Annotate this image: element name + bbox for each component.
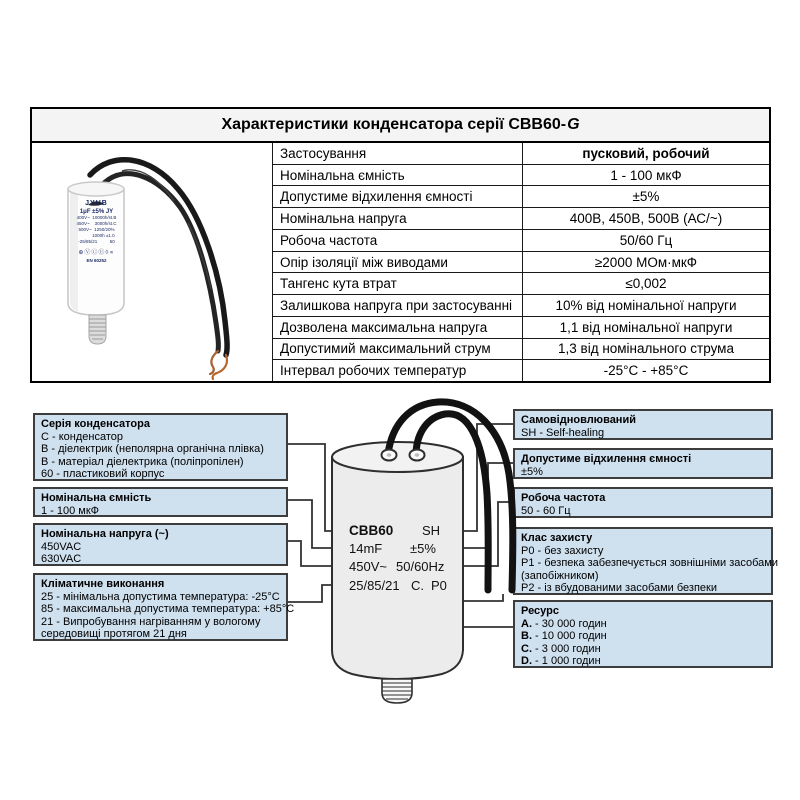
spec-label: Номінальна ємність	[273, 165, 523, 186]
callout-title: Номінальна напруга (~)	[41, 528, 169, 540]
certification-icons: ⊕ⓋⒸⒺ◊∝	[78, 250, 115, 256]
marking-climate: 25/85/21	[349, 578, 400, 593]
callout-series	[33, 413, 288, 481]
spec-value: 50/60 Гц	[619, 232, 673, 248]
callout-line: 50 - 60 Гц	[521, 504, 571, 517]
callout-line: SH - Self-healing	[521, 426, 605, 439]
resource-grade: C.	[521, 642, 532, 655]
callout-line: P2 - із вбудованими засобами безпеки	[521, 582, 718, 595]
spec-label: Номінальна напруга	[273, 208, 523, 229]
standard-code: EN 60252	[86, 258, 107, 263]
table-title-series-letter: G	[567, 116, 580, 133]
callout-line: 1 - 100 мкФ	[41, 504, 100, 517]
callout-line	[521, 618, 765, 631]
spec-label: Залишкова напруга при застосуванні	[273, 295, 523, 316]
spec-value: пусковий, робочий	[582, 145, 710, 161]
callout-line: 85 - максимальна допустима температура: +85°С	[41, 603, 295, 616]
callout-title: Допустиме відхилення ємності	[521, 453, 692, 465]
label-line: 500V~ 1250/20%	[78, 227, 115, 232]
marking-tolerance: ±5%	[410, 541, 436, 556]
callout-line	[521, 630, 765, 643]
callout-line: ±5%	[521, 465, 543, 478]
marking-frequency: 50/60Hz	[396, 559, 445, 574]
callout-line: 630VAC	[41, 553, 82, 566]
callout-voltage	[33, 523, 288, 566]
callout-title: Самовідновлюваний	[521, 414, 636, 426]
spec-value: ≥2000 МОм·мкФ	[594, 254, 698, 270]
brand-name: JYUB	[85, 200, 108, 207]
marking-voltage: 450V~	[349, 559, 387, 574]
spec-value: 1,1 від номінальної напруги	[559, 319, 733, 335]
callout-frequency	[513, 487, 773, 518]
marking-series: CBB60	[349, 523, 394, 538]
callout-title: Кліматичне виконання	[41, 578, 165, 590]
spec-value: 1,3 від номінального струма	[558, 341, 734, 357]
callout-protection-class	[513, 527, 779, 595]
spec-value: 1 - 100 мкФ	[610, 167, 682, 183]
resource-hours: - 10 000 годин	[532, 630, 607, 643]
callout-climate	[33, 573, 295, 641]
callout-line	[521, 643, 765, 656]
marking-protection: P0	[431, 578, 447, 593]
label-line: -25/85/21 50	[78, 239, 115, 244]
callout-tolerance	[513, 448, 773, 479]
label-capacitance-line: 1μF ±5% JY	[79, 209, 114, 215]
callout-resource	[513, 600, 773, 668]
resource-grade: B.	[521, 630, 532, 643]
callout-line: В - матеріал діелектрика (поліпропілен)	[41, 455, 244, 468]
spec-label: Тангенс кута втрат	[273, 273, 523, 294]
callout-line: 60 - пластиковий корпус	[41, 468, 165, 481]
spec-label: Опір ізоляції між виводами	[273, 252, 523, 273]
spec-value: -25°С - +85°С	[603, 363, 689, 379]
spec-label: Дозволена максимальна напруга	[273, 317, 523, 338]
resource-grade: A.	[521, 617, 532, 630]
callout-self-healing	[513, 409, 773, 440]
spec-value: ≤0,002	[625, 276, 667, 292]
spec-label: Інтервал робочих температур	[273, 360, 523, 381]
callout-title: Ресурс	[521, 605, 559, 617]
resource-hours: - 1 000 годин	[532, 655, 601, 668]
spec-value: 10% від номінальної напруги	[555, 298, 737, 313]
spec-value: ±5%	[632, 189, 660, 205]
resource-grade: D.	[521, 655, 532, 668]
callout-line: (запобіжником)	[521, 569, 599, 582]
callout-line: В - діелектрик (неполярна органічна плівка)	[41, 443, 264, 456]
resource-hours: - 3 000 годин	[532, 642, 601, 655]
callout-title: Робоча частота	[521, 492, 606, 504]
callout-line: 450VAC	[41, 540, 82, 553]
callout-line: середовищі протягом 21 дня	[41, 628, 187, 641]
callout-title: Серія конденсатора	[41, 418, 150, 430]
marking-resource: C.	[411, 578, 424, 593]
callout-capacitance	[33, 487, 288, 517]
callout-line	[521, 655, 765, 668]
table-title-text: Характеристики конденсатора серії CBB60-	[221, 116, 567, 133]
spec-label: Допустиме відхилення ємності	[273, 186, 523, 207]
spec-label: Застосування	[273, 143, 523, 164]
callout-title: Клас захисту	[521, 532, 593, 544]
callout-line: 21 - Випробування нагріванням у вологому	[41, 615, 261, 628]
callout-line: P1 - безпека забезпечується зовнішніми засобами	[521, 557, 779, 570]
marking-self-healing: SH	[422, 523, 441, 538]
callout-line: С - конденсатор	[41, 430, 123, 443]
label-line: 400V~ 10000h/st.B	[76, 215, 117, 220]
callout-title: Номінальна ємність	[41, 492, 152, 504]
spec-value: 400В, 450В, 500В (АС/~)	[569, 211, 723, 227]
spec-label: Допустимий максимальний струм	[273, 339, 523, 360]
callout-line: P0 - без захисту	[521, 544, 604, 557]
callout-line: 25 - мінімальна допустима температура: -25°С	[41, 590, 280, 603]
resource-hours: - 30 000 годин	[532, 617, 607, 630]
spec-label: Робоча частота	[273, 230, 523, 251]
diagram-capacitor-top	[332, 442, 463, 472]
marking-capacitance: 14mF	[349, 541, 383, 556]
label-line: 450V~ 3000h/st.C	[76, 221, 117, 226]
label-line: 1000h ±1.0	[78, 233, 115, 238]
